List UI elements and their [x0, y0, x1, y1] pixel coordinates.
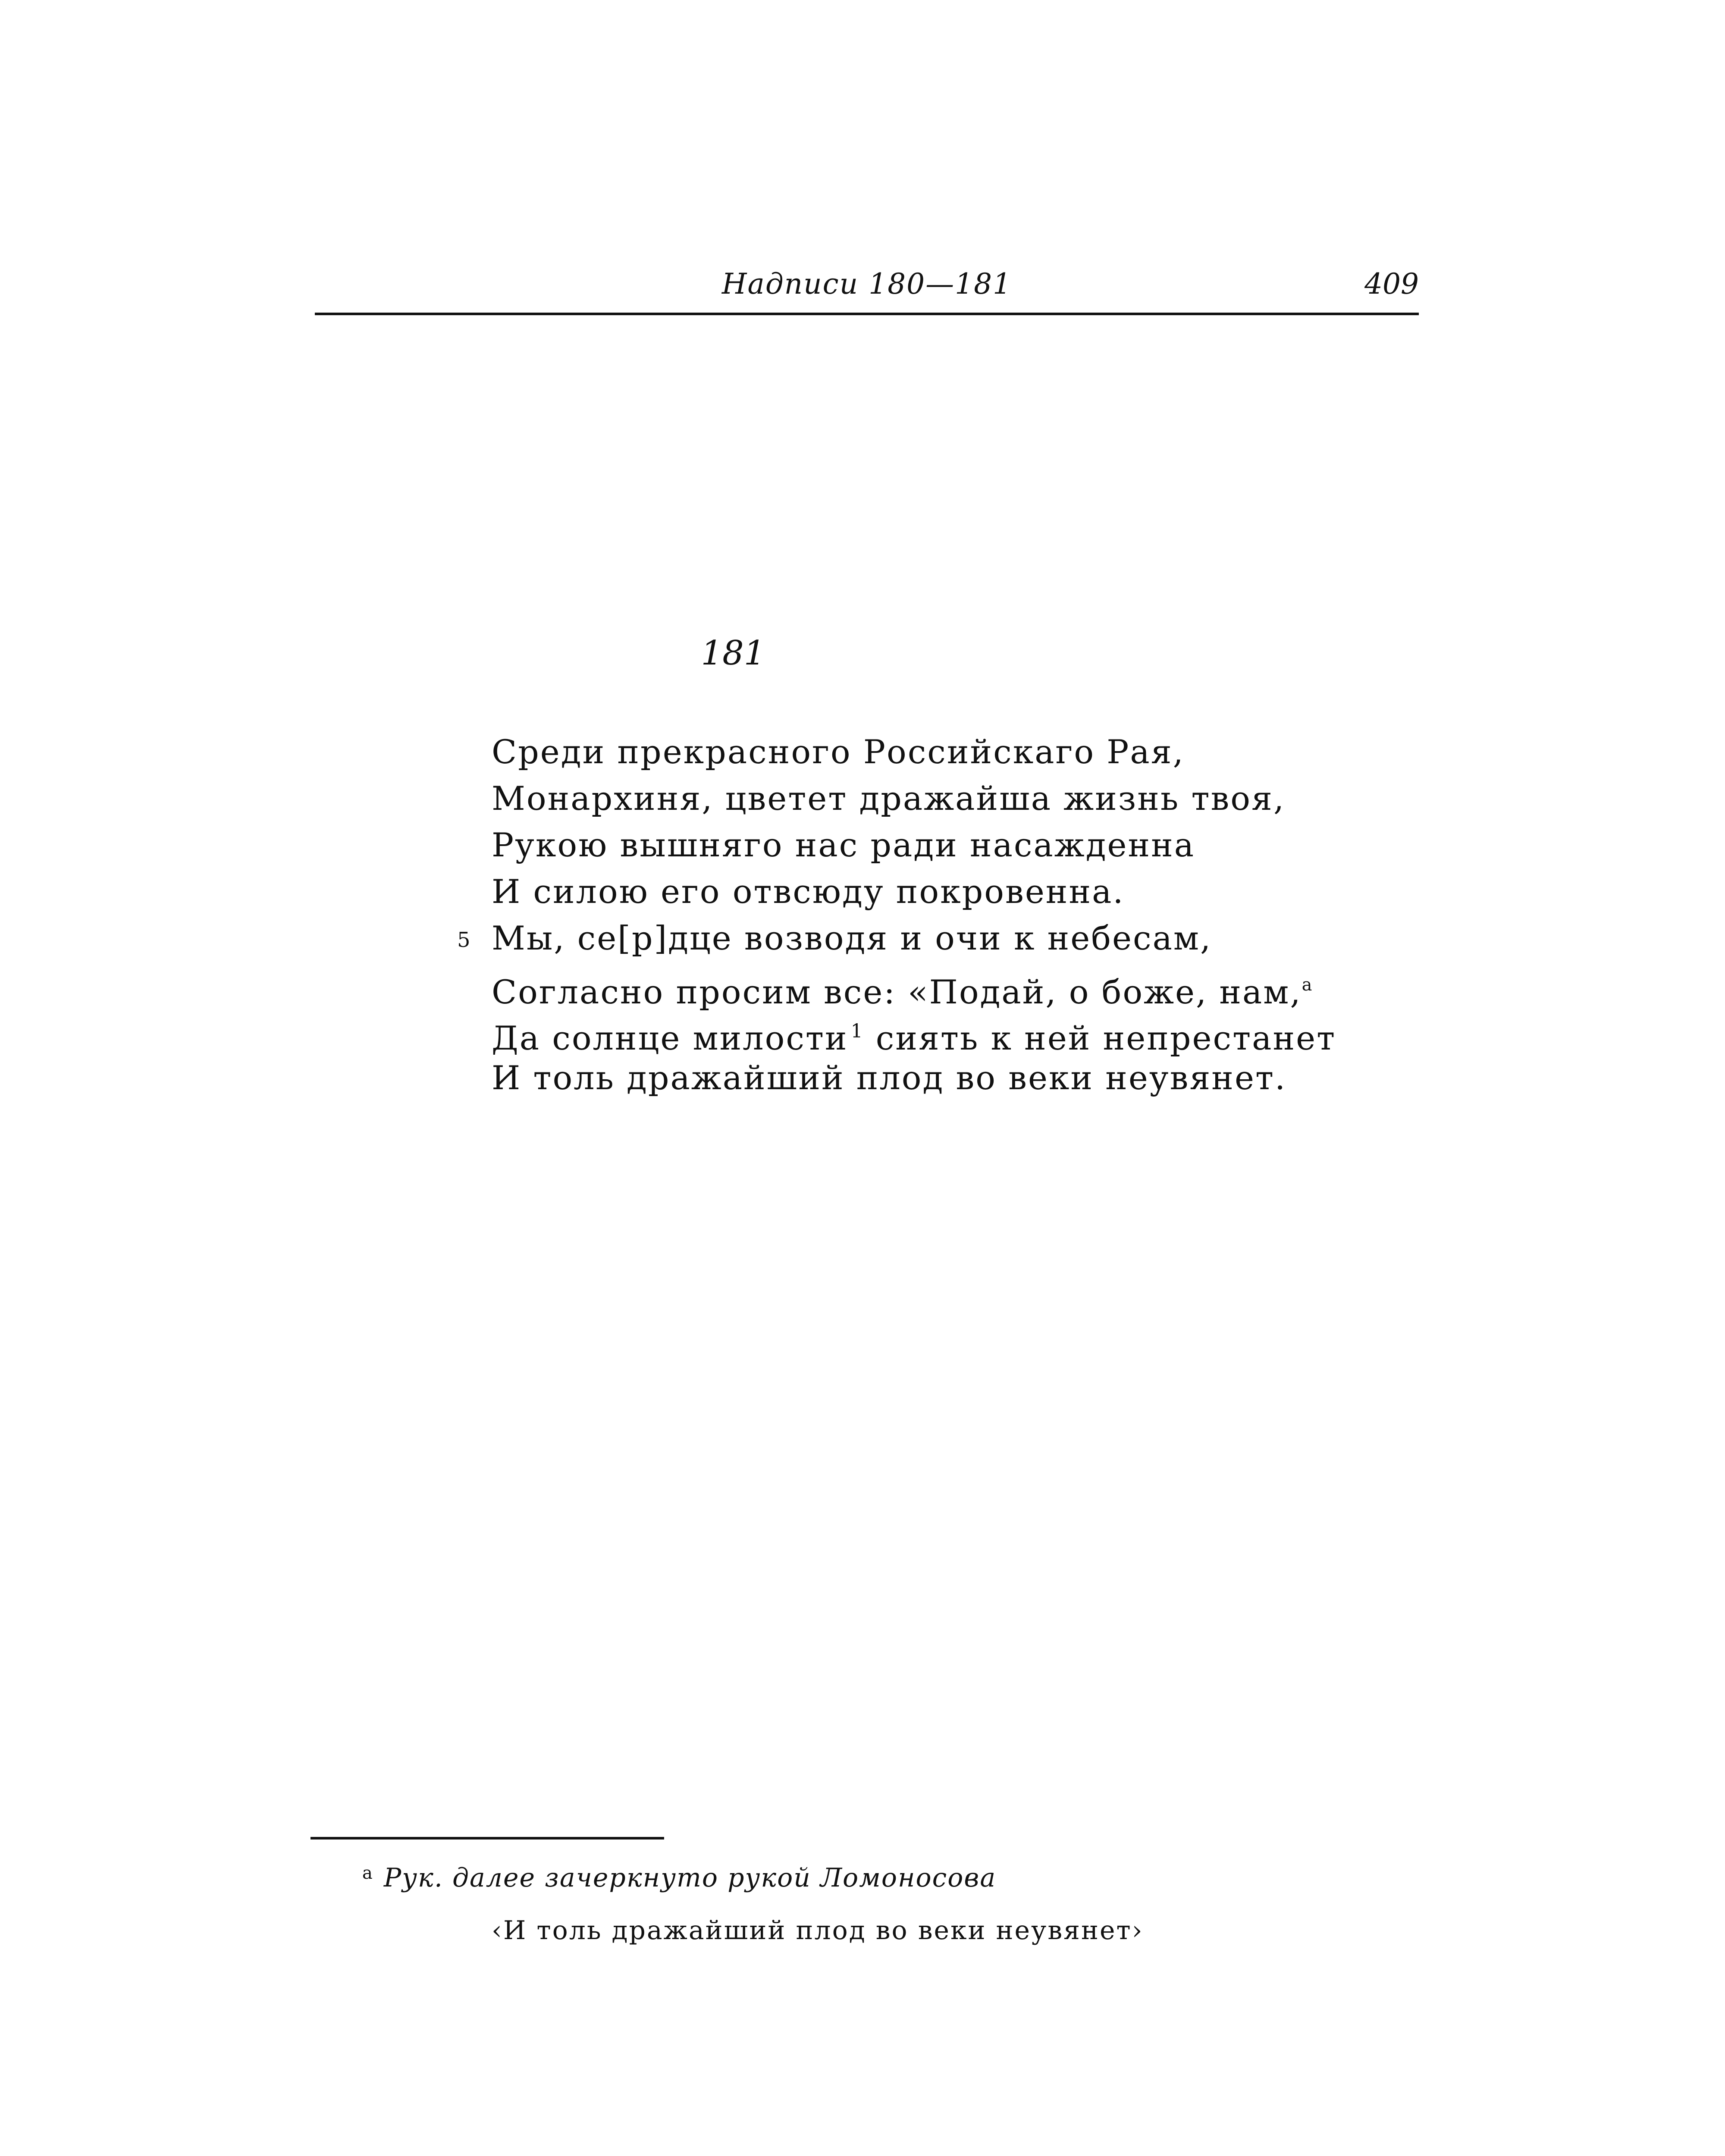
page-number: 409 [1364, 267, 1419, 301]
footnote-text: Рук. далее зачеркнуто рукой Ломоносова [383, 1863, 997, 1893]
page-header [315, 259, 1419, 315]
poem-line-6-text: Согласно просим все: «Подай, о боже, нам, [492, 973, 1302, 1011]
poem-line-8: И толь дражайший плод во веки неувянет. [492, 1059, 1287, 1097]
footnote-text-line [362, 1863, 1397, 1893]
poem-line-7-text: Да солнце милости [492, 1019, 848, 1057]
poem-line-4: И силою его отвсюду покровенна. [492, 872, 1125, 911]
poem-line-5 [457, 915, 1354, 962]
poem-line-7 [492, 1008, 1354, 1055]
footnote-ref-1: 1 [850, 1020, 864, 1042]
poem-body [457, 729, 1354, 1101]
poem-line-5-text: Мы, се[р]дце возводя и очи к небесам, [492, 919, 1212, 957]
header-rule [315, 313, 1419, 315]
poem-line-7-tail: сиять к ней непрестанет [875, 1019, 1336, 1057]
footnote-quote: ‹И толь дражайший плод во веки неувянет› [492, 1915, 1144, 1946]
poem-line-1: Среди прекрасного Российскаго Рая, [492, 733, 1185, 771]
footnote [362, 1863, 1397, 1946]
line-number: 5 [457, 928, 472, 952]
poem-line-6 [492, 962, 1354, 1011]
poem-number: 181 [701, 634, 765, 673]
footnote-rule [310, 1837, 664, 1839]
poem-line-2: Монархиня, цветет дражайша жизнь твоя, [492, 779, 1286, 818]
poem-line-3: Рукою вышняго нас ради насажденна [492, 826, 1195, 864]
footnote-ref-a: а [1302, 975, 1314, 995]
footnote-marker: а [362, 1863, 373, 1883]
running-title: Надписи 180—181 [721, 267, 1012, 301]
